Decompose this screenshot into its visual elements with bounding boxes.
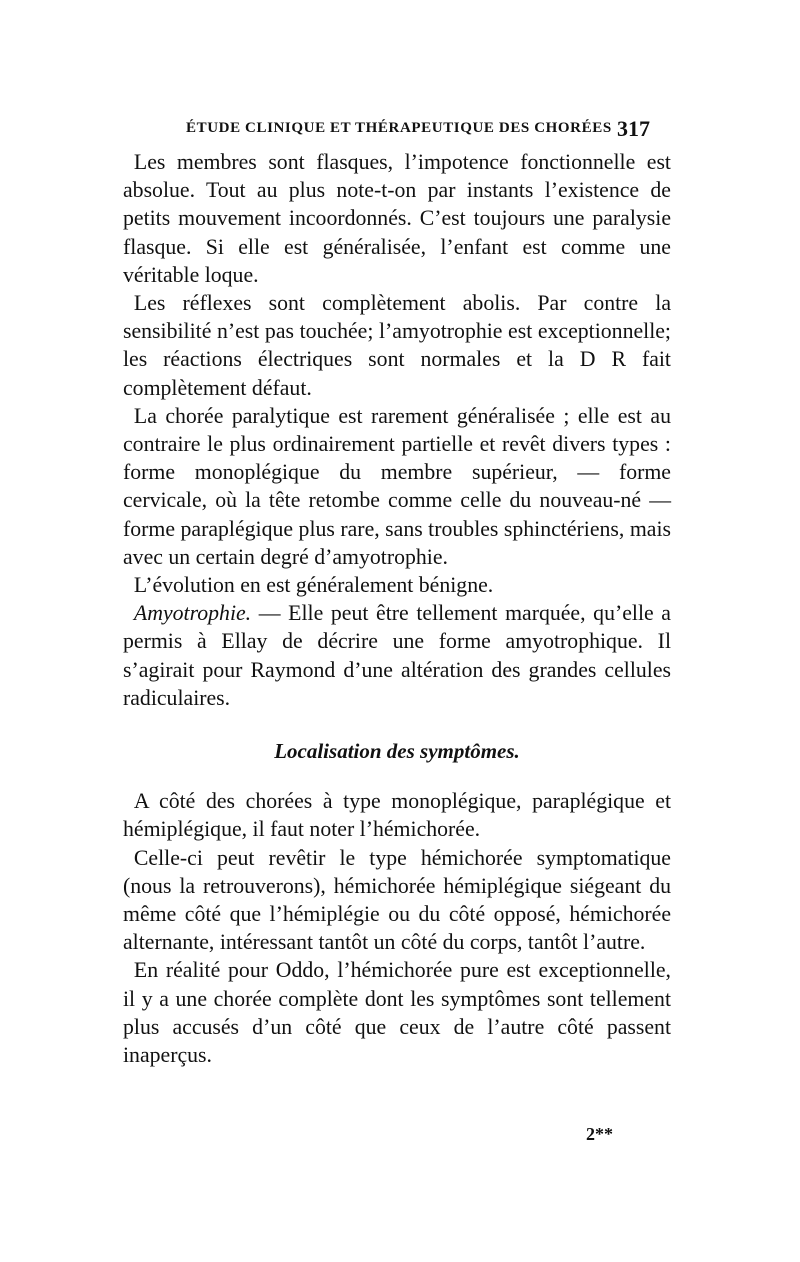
paragraph-lead: Amyotrophie. xyxy=(133,601,252,626)
running-title: ÉTUDE CLINIQUE ET THÉRAPEUTIQUE DES CHORÉES xyxy=(186,120,612,136)
paragraph: En réalité pour Oddo, l’hémichorée pure est exceptionnelle, il y a une chorée complète dont les symptômes sont tellement plus accusés d’un côté que ceux de l’autre côté passent inaperçus. xyxy=(123,958,671,1068)
body-text xyxy=(123,148,671,1069)
paragraph: Les réflexes sont complètement abolis. Par contre la sensibilité n’est pas touchée; l’amyotrophie est exceptionnelle; les réactions électriques sont normales et la D R fait complètement défaut. xyxy=(123,291,671,400)
paragraph: La chorée paralytique est rarement généralisée ; elle est au contraire le plus ordinairement partielle et revêt divers types : forme monoplégique du membre supérieur, — forme cervicale, où la tête retombe comme celle du nouveau-né — forme paraplégique plus rare, sans troubles sphinctériens, mais avec un certain degré d’amyotrophie. xyxy=(123,403,671,569)
page-number: 317 xyxy=(617,116,650,141)
paragraph-text: — Elle peut être tellement marquée, qu’elle a permis à Ellay de décrire une forme amyotrophique. Il s’agirait pour Raymond d’une altération des grandes cellules radiculaires. xyxy=(123,601,671,710)
running-header xyxy=(120,116,650,144)
paragraph: L’évolution en est généralement bénigne. xyxy=(133,573,494,598)
paragraph: Celle-ci peut revêtir le type hémichorée symptomatique (nous la retrouverons), hémichorée hémiplégique siégeant du même côté que l’hémiplégie ou du côté opposé, hémichorée alternante, intéressant tantôt un côté du corps, tantôt l’autre. xyxy=(123,845,671,955)
paragraph-amyotrophie xyxy=(123,599,671,712)
section-heading: Localisation des symptômes. xyxy=(274,739,520,764)
paragraph: A côté des chorées à type monoplégique, paraplégique et hémiplégique, il faut noter l’hémichorée. xyxy=(123,789,671,842)
paragraph: Les membres sont flasques, l’impotence fonctionnelle est absolue. Tout au plus note-t-on par instants l’existence de petits mouvement incoordonnés. C’est toujours une paralysie flasque. Si elle est généralisée, l’enfant est comme une véritable loque. xyxy=(123,150,671,287)
signature-mark: 2** xyxy=(586,1124,613,1144)
